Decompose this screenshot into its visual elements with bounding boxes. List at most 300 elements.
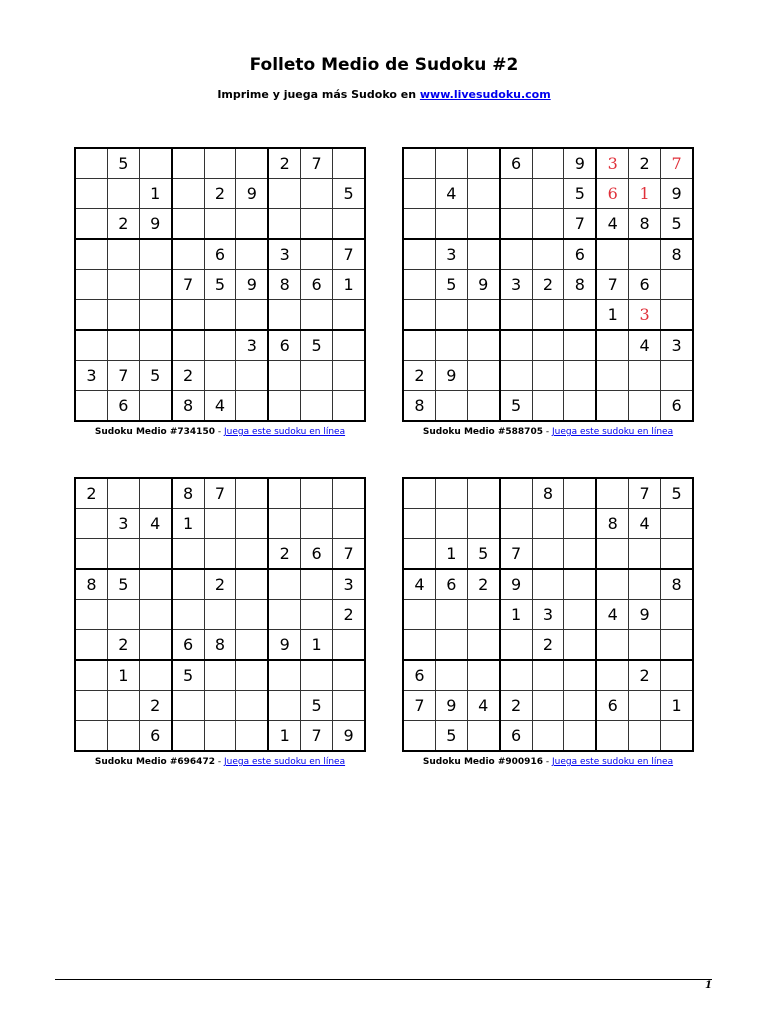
sudoku-cell[interactable]: 1	[596, 300, 628, 331]
sudoku-cell[interactable]	[532, 148, 564, 179]
sudoku-cell[interactable]	[75, 179, 107, 209]
sudoku-cell[interactable]: 1	[172, 509, 204, 539]
sudoku-cell[interactable]	[532, 300, 564, 331]
sudoku-cell[interactable]	[236, 478, 268, 509]
sudoku-cell[interactable]: 7	[500, 539, 532, 570]
sudoku-cell[interactable]: 2	[629, 148, 661, 179]
sudoku-cell[interactable]	[500, 509, 532, 539]
sudoku-cell[interactable]: 5	[204, 270, 236, 300]
sudoku-cell[interactable]: 8	[268, 270, 300, 300]
sudoku-cell[interactable]	[236, 660, 268, 691]
sudoku-cell[interactable]: 9	[236, 179, 268, 209]
sudoku-cell[interactable]	[268, 209, 300, 240]
sudoku-cell[interactable]	[403, 209, 435, 240]
sudoku-cell[interactable]: 6	[661, 391, 693, 422]
sudoku-cell[interactable]	[467, 209, 499, 240]
sudoku-cell[interactable]: 4	[629, 509, 661, 539]
sudoku-cell[interactable]	[467, 330, 499, 361]
sudoku-cell[interactable]: 2	[268, 539, 300, 570]
sudoku-cell[interactable]	[236, 630, 268, 661]
sudoku-cell[interactable]	[268, 600, 300, 630]
sudoku-cell[interactable]	[467, 509, 499, 539]
sudoku-cell[interactable]: 7	[403, 691, 435, 721]
sudoku-cell[interactable]	[596, 569, 628, 600]
sudoku-cell[interactable]	[333, 660, 365, 691]
sudoku-cell[interactable]: 2	[532, 630, 564, 661]
sudoku-cell[interactable]	[107, 179, 139, 209]
sudoku-cell[interactable]	[236, 569, 268, 600]
sudoku-cell[interactable]	[661, 721, 693, 752]
sudoku-cell[interactable]	[403, 148, 435, 179]
sudoku-cell[interactable]	[467, 478, 499, 509]
sudoku-cell[interactable]: 6	[500, 721, 532, 752]
sudoku-cell[interactable]	[107, 239, 139, 270]
sudoku-cell[interactable]	[139, 391, 171, 422]
sudoku-cell[interactable]: 4	[629, 330, 661, 361]
sudoku-cell[interactable]	[500, 209, 532, 240]
sudoku-cell[interactable]: 6	[564, 239, 596, 270]
sudoku-cell[interactable]: 4	[403, 569, 435, 600]
sudoku-cell[interactable]: 2	[107, 209, 139, 240]
sudoku-cell[interactable]	[564, 600, 596, 630]
sudoku-cell[interactable]	[532, 391, 564, 422]
sudoku-cell[interactable]	[435, 630, 467, 661]
sudoku-cell[interactable]: 8	[204, 630, 236, 661]
sudoku-cell[interactable]	[301, 509, 333, 539]
sudoku-cell[interactable]	[107, 721, 139, 752]
sudoku-cell[interactable]	[107, 330, 139, 361]
sudoku-cell[interactable]	[661, 361, 693, 391]
sudoku-cell[interactable]	[139, 600, 171, 630]
sudoku-cell[interactable]	[204, 300, 236, 331]
sudoku-cell[interactable]	[403, 300, 435, 331]
sudoku-cell[interactable]: 6	[403, 660, 435, 691]
sudoku-cell[interactable]	[75, 148, 107, 179]
sudoku-cell[interactable]	[629, 179, 661, 209]
sudoku-cell[interactable]	[172, 209, 204, 240]
sudoku-cell[interactable]	[500, 300, 532, 331]
sudoku-cell[interactable]	[204, 600, 236, 630]
sudoku-cell[interactable]	[333, 209, 365, 240]
sudoku-cell[interactable]	[172, 600, 204, 630]
sudoku-cell[interactable]	[139, 330, 171, 361]
sudoku-cell[interactable]	[403, 330, 435, 361]
sudoku-cell[interactable]: 2	[75, 478, 107, 509]
sudoku-cell[interactable]: 6	[268, 330, 300, 361]
sudoku-cell[interactable]	[629, 721, 661, 752]
sudoku-cell[interactable]	[236, 691, 268, 721]
sudoku-cell[interactable]: 5	[435, 270, 467, 300]
play-online-link[interactable]: Juega este sudoku en línea	[223, 757, 346, 767]
sudoku-cell[interactable]: 8	[532, 478, 564, 509]
sudoku-cell[interactable]: 8	[75, 569, 107, 600]
sudoku-cell[interactable]: 3	[661, 330, 693, 361]
sudoku-cell[interactable]	[564, 721, 596, 752]
sudoku-cell[interactable]	[435, 209, 467, 240]
sudoku-cell[interactable]: 2	[403, 361, 435, 391]
sudoku-cell[interactable]	[172, 691, 204, 721]
sudoku-cell[interactable]	[532, 209, 564, 240]
sudoku-cell[interactable]	[661, 270, 693, 300]
sudoku-cell[interactable]: 5	[333, 179, 365, 209]
sudoku-cell[interactable]	[333, 361, 365, 391]
sudoku-cell[interactable]: 1	[139, 179, 171, 209]
sudoku-cell[interactable]	[139, 660, 171, 691]
sudoku-cell[interactable]	[75, 600, 107, 630]
sudoku-cell[interactable]	[532, 179, 564, 209]
sudoku-cell[interactable]	[532, 509, 564, 539]
sudoku-cell[interactable]	[75, 300, 107, 331]
sudoku-cell[interactable]: 9	[564, 148, 596, 179]
sudoku-cell[interactable]	[139, 270, 171, 300]
sudoku-cell[interactable]	[661, 148, 693, 179]
sudoku-cell[interactable]: 8	[172, 391, 204, 422]
sudoku-cell[interactable]: 8	[403, 391, 435, 422]
sudoku-cell[interactable]: 2	[629, 660, 661, 691]
sudoku-cell[interactable]	[204, 148, 236, 179]
sudoku-cell[interactable]	[75, 630, 107, 661]
sudoku-cell[interactable]	[75, 721, 107, 752]
sudoku-cell[interactable]	[301, 361, 333, 391]
sudoku-cell[interactable]: 5	[467, 539, 499, 570]
sudoku-cell[interactable]: 2	[467, 569, 499, 600]
sudoku-cell[interactable]: 4	[435, 179, 467, 209]
sudoku-cell[interactable]	[403, 270, 435, 300]
sudoku-cell[interactable]: 2	[107, 630, 139, 661]
sudoku-cell[interactable]	[301, 478, 333, 509]
sudoku-cell[interactable]: 5	[301, 330, 333, 361]
sudoku-cell[interactable]: 5	[139, 361, 171, 391]
sudoku-cell[interactable]: 4	[139, 509, 171, 539]
sudoku-cell[interactable]: 9	[435, 691, 467, 721]
sudoku-cell[interactable]	[661, 630, 693, 661]
sudoku-cell[interactable]	[467, 300, 499, 331]
sudoku-cell[interactable]	[596, 179, 628, 209]
sudoku-cell[interactable]: 5	[661, 478, 693, 509]
sudoku-cell[interactable]	[236, 209, 268, 240]
sudoku-cell[interactable]	[500, 179, 532, 209]
sudoku-cell[interactable]: 5	[435, 721, 467, 752]
sudoku-cell[interactable]: 5	[107, 148, 139, 179]
sudoku-cell[interactable]	[333, 509, 365, 539]
sudoku-cell[interactable]: 4	[204, 391, 236, 422]
sudoku-cell[interactable]: 7	[107, 361, 139, 391]
sudoku-cell[interactable]	[564, 569, 596, 600]
sudoku-cell[interactable]	[596, 478, 628, 509]
sudoku-cell[interactable]	[139, 569, 171, 600]
sudoku-cell[interactable]	[236, 361, 268, 391]
sudoku-cell[interactable]	[403, 179, 435, 209]
sudoku-cell[interactable]: 9	[500, 569, 532, 600]
sudoku-cell[interactable]	[467, 721, 499, 752]
sudoku-cell[interactable]: 6	[204, 239, 236, 270]
sudoku-cell[interactable]	[403, 721, 435, 752]
sudoku-cell[interactable]	[532, 239, 564, 270]
sudoku-cell[interactable]	[236, 148, 268, 179]
sudoku-cell[interactable]	[500, 361, 532, 391]
sudoku-cell[interactable]	[107, 478, 139, 509]
sudoku-cell[interactable]	[661, 509, 693, 539]
sudoku-cell[interactable]	[75, 509, 107, 539]
sudoku-cell[interactable]	[107, 600, 139, 630]
sudoku-cell[interactable]	[435, 478, 467, 509]
sudoku-cell[interactable]	[333, 330, 365, 361]
sudoku-cell[interactable]	[661, 660, 693, 691]
sudoku-cell[interactable]	[75, 239, 107, 270]
sudoku-cell[interactable]	[596, 361, 628, 391]
sudoku-cell[interactable]	[435, 600, 467, 630]
sudoku-cell[interactable]	[435, 391, 467, 422]
sudoku-cell[interactable]	[661, 300, 693, 331]
sudoku-cell[interactable]: 3	[107, 509, 139, 539]
sudoku-cell[interactable]: 8	[596, 509, 628, 539]
sudoku-cell[interactable]	[403, 239, 435, 270]
sudoku-cell[interactable]	[500, 239, 532, 270]
sudoku-cell[interactable]	[467, 391, 499, 422]
sudoku-cell[interactable]	[435, 148, 467, 179]
sudoku-cell[interactable]: 2	[532, 270, 564, 300]
sudoku-cell[interactable]: 6	[596, 691, 628, 721]
sudoku-cell[interactable]	[333, 630, 365, 661]
sudoku-cell[interactable]: 4	[467, 691, 499, 721]
sudoku-cell[interactable]	[435, 300, 467, 331]
play-online-link[interactable]: Juega este sudoku en línea	[223, 427, 346, 437]
sudoku-cell[interactable]: 3	[435, 239, 467, 270]
sudoku-cell[interactable]	[629, 691, 661, 721]
sudoku-cell[interactable]: 7	[333, 239, 365, 270]
sudoku-cell[interactable]	[236, 509, 268, 539]
sudoku-cell[interactable]: 7	[301, 148, 333, 179]
sudoku-cell[interactable]	[107, 300, 139, 331]
sudoku-cell[interactable]: 9	[236, 270, 268, 300]
sudoku-cell[interactable]: 9	[333, 721, 365, 752]
sudoku-cell[interactable]	[75, 691, 107, 721]
site-link[interactable]: www.livesudoku.com	[419, 88, 551, 101]
sudoku-cell[interactable]	[403, 630, 435, 661]
sudoku-cell[interactable]	[532, 361, 564, 391]
sudoku-cell[interactable]: 9	[629, 600, 661, 630]
sudoku-cell[interactable]	[139, 539, 171, 570]
sudoku-cell[interactable]	[172, 179, 204, 209]
sudoku-cell[interactable]	[204, 539, 236, 570]
sudoku-cell[interactable]	[236, 239, 268, 270]
sudoku-cell[interactable]	[172, 721, 204, 752]
sudoku-cell[interactable]: 2	[204, 179, 236, 209]
sudoku-cell[interactable]	[467, 148, 499, 179]
sudoku-cell[interactable]: 7	[333, 539, 365, 570]
sudoku-cell[interactable]: 7	[204, 478, 236, 509]
sudoku-cell[interactable]	[564, 539, 596, 570]
sudoku-cell[interactable]	[75, 270, 107, 300]
sudoku-cell[interactable]	[268, 660, 300, 691]
sudoku-cell[interactable]	[629, 539, 661, 570]
sudoku-cell[interactable]	[204, 660, 236, 691]
sudoku-cell[interactable]	[564, 630, 596, 661]
sudoku-cell[interactable]: 3	[500, 270, 532, 300]
sudoku-cell[interactable]	[301, 569, 333, 600]
sudoku-cell[interactable]: 5	[564, 179, 596, 209]
sudoku-cell[interactable]	[236, 721, 268, 752]
sudoku-cell[interactable]	[564, 478, 596, 509]
sudoku-cell[interactable]	[500, 478, 532, 509]
sudoku-cell[interactable]	[172, 239, 204, 270]
sudoku-cell[interactable]	[596, 330, 628, 361]
sudoku-cell[interactable]	[204, 361, 236, 391]
sudoku-cell[interactable]: 4	[596, 209, 628, 240]
sudoku-cell[interactable]	[532, 539, 564, 570]
sudoku-cell[interactable]: 6	[301, 539, 333, 570]
sudoku-cell[interactable]	[75, 660, 107, 691]
sudoku-cell[interactable]	[532, 330, 564, 361]
sudoku-cell[interactable]: 2	[139, 691, 171, 721]
sudoku-cell[interactable]	[596, 721, 628, 752]
sudoku-cell[interactable]	[564, 391, 596, 422]
sudoku-cell[interactable]	[333, 148, 365, 179]
sudoku-cell[interactable]: 1	[661, 691, 693, 721]
sudoku-cell[interactable]: 3	[532, 600, 564, 630]
sudoku-cell[interactable]	[403, 539, 435, 570]
sudoku-cell[interactable]: 5	[301, 691, 333, 721]
sudoku-cell[interactable]	[333, 300, 365, 331]
sudoku-cell[interactable]: 7	[629, 478, 661, 509]
sudoku-cell[interactable]	[204, 721, 236, 752]
sudoku-cell[interactable]: 8	[629, 209, 661, 240]
sudoku-cell[interactable]	[629, 630, 661, 661]
sudoku-cell[interactable]	[629, 391, 661, 422]
sudoku-cell[interactable]	[333, 478, 365, 509]
sudoku-cell[interactable]: 6	[172, 630, 204, 661]
sudoku-cell[interactable]	[236, 539, 268, 570]
sudoku-cell[interactable]	[532, 569, 564, 600]
sudoku-cell[interactable]: 9	[661, 179, 693, 209]
sudoku-cell[interactable]	[268, 300, 300, 331]
sudoku-cell[interactable]: 6	[500, 148, 532, 179]
sudoku-cell[interactable]	[596, 630, 628, 661]
sudoku-cell[interactable]	[139, 239, 171, 270]
sudoku-cell[interactable]	[532, 660, 564, 691]
sudoku-cell[interactable]: 6	[107, 391, 139, 422]
sudoku-cell[interactable]	[467, 361, 499, 391]
sudoku-cell[interactable]: 5	[661, 209, 693, 240]
sudoku-cell[interactable]: 9	[467, 270, 499, 300]
sudoku-cell[interactable]	[333, 391, 365, 422]
sudoku-cell[interactable]	[435, 509, 467, 539]
sudoku-cell[interactable]: 5	[107, 569, 139, 600]
sudoku-cell[interactable]	[564, 330, 596, 361]
sudoku-cell[interactable]	[564, 691, 596, 721]
sudoku-cell[interactable]	[204, 691, 236, 721]
sudoku-cell[interactable]	[629, 239, 661, 270]
sudoku-cell[interactable]: 1	[500, 600, 532, 630]
sudoku-cell[interactable]	[301, 239, 333, 270]
sudoku-cell[interactable]	[564, 509, 596, 539]
sudoku-cell[interactable]	[236, 600, 268, 630]
sudoku-cell[interactable]: 2	[268, 148, 300, 179]
sudoku-cell[interactable]: 8	[172, 478, 204, 509]
sudoku-cell[interactable]	[532, 721, 564, 752]
sudoku-cell[interactable]: 6	[139, 721, 171, 752]
sudoku-cell[interactable]	[75, 539, 107, 570]
sudoku-cell[interactable]: 8	[564, 270, 596, 300]
sudoku-cell[interactable]	[301, 209, 333, 240]
sudoku-cell[interactable]	[661, 539, 693, 570]
sudoku-cell[interactable]	[139, 478, 171, 509]
sudoku-cell[interactable]: 1	[301, 630, 333, 661]
sudoku-cell[interactable]	[500, 630, 532, 661]
sudoku-cell[interactable]	[172, 300, 204, 331]
sudoku-cell[interactable]: 7	[596, 270, 628, 300]
sudoku-cell[interactable]	[268, 179, 300, 209]
play-online-link[interactable]: Juega este sudoku en línea	[551, 427, 674, 437]
sudoku-cell[interactable]	[139, 630, 171, 661]
sudoku-cell[interactable]	[236, 391, 268, 422]
sudoku-cell[interactable]: 9	[435, 361, 467, 391]
sudoku-cell[interactable]	[467, 600, 499, 630]
sudoku-cell[interactable]	[268, 361, 300, 391]
sudoku-cell[interactable]: 9	[268, 630, 300, 661]
sudoku-cell[interactable]	[301, 660, 333, 691]
sudoku-cell[interactable]: 8	[661, 239, 693, 270]
sudoku-cell[interactable]	[596, 539, 628, 570]
sudoku-cell[interactable]	[532, 691, 564, 721]
sudoku-cell[interactable]: 5	[500, 391, 532, 422]
sudoku-cell[interactable]	[107, 691, 139, 721]
sudoku-cell[interactable]	[204, 209, 236, 240]
sudoku-cell[interactable]	[75, 209, 107, 240]
sudoku-cell[interactable]	[333, 691, 365, 721]
sudoku-cell[interactable]: 1	[333, 270, 365, 300]
sudoku-cell[interactable]: 2	[333, 600, 365, 630]
sudoku-cell[interactable]: 3	[268, 239, 300, 270]
play-online-link[interactable]: Juega este sudoku en línea	[551, 757, 674, 767]
sudoku-cell[interactable]	[564, 660, 596, 691]
sudoku-cell[interactable]	[268, 478, 300, 509]
sudoku-cell[interactable]	[75, 330, 107, 361]
sudoku-cell[interactable]	[629, 569, 661, 600]
sudoku-cell[interactable]	[139, 148, 171, 179]
sudoku-cell[interactable]: 6	[435, 569, 467, 600]
sudoku-cell[interactable]: 4	[596, 600, 628, 630]
sudoku-cell[interactable]	[467, 660, 499, 691]
sudoku-cell[interactable]: 6	[301, 270, 333, 300]
sudoku-cell[interactable]	[629, 300, 661, 331]
sudoku-cell[interactable]	[435, 330, 467, 361]
sudoku-cell[interactable]	[564, 361, 596, 391]
sudoku-cell[interactable]	[467, 630, 499, 661]
sudoku-cell[interactable]	[107, 270, 139, 300]
sudoku-cell[interactable]: 7	[172, 270, 204, 300]
sudoku-cell[interactable]: 7	[564, 209, 596, 240]
sudoku-cell[interactable]	[467, 179, 499, 209]
sudoku-cell[interactable]	[596, 660, 628, 691]
sudoku-cell[interactable]	[596, 148, 628, 179]
sudoku-cell[interactable]	[236, 300, 268, 331]
sudoku-cell[interactable]	[204, 509, 236, 539]
sudoku-cell[interactable]: 9	[139, 209, 171, 240]
sudoku-cell[interactable]	[172, 569, 204, 600]
sudoku-cell[interactable]	[596, 239, 628, 270]
sudoku-cell[interactable]	[403, 509, 435, 539]
sudoku-cell[interactable]	[301, 391, 333, 422]
sudoku-cell[interactable]: 2	[500, 691, 532, 721]
sudoku-cell[interactable]: 3	[236, 330, 268, 361]
sudoku-cell[interactable]: 6	[629, 270, 661, 300]
sudoku-cell[interactable]	[268, 391, 300, 422]
sudoku-cell[interactable]: 1	[107, 660, 139, 691]
sudoku-cell[interactable]	[435, 660, 467, 691]
sudoku-cell[interactable]	[301, 300, 333, 331]
sudoku-cell[interactable]	[107, 539, 139, 570]
